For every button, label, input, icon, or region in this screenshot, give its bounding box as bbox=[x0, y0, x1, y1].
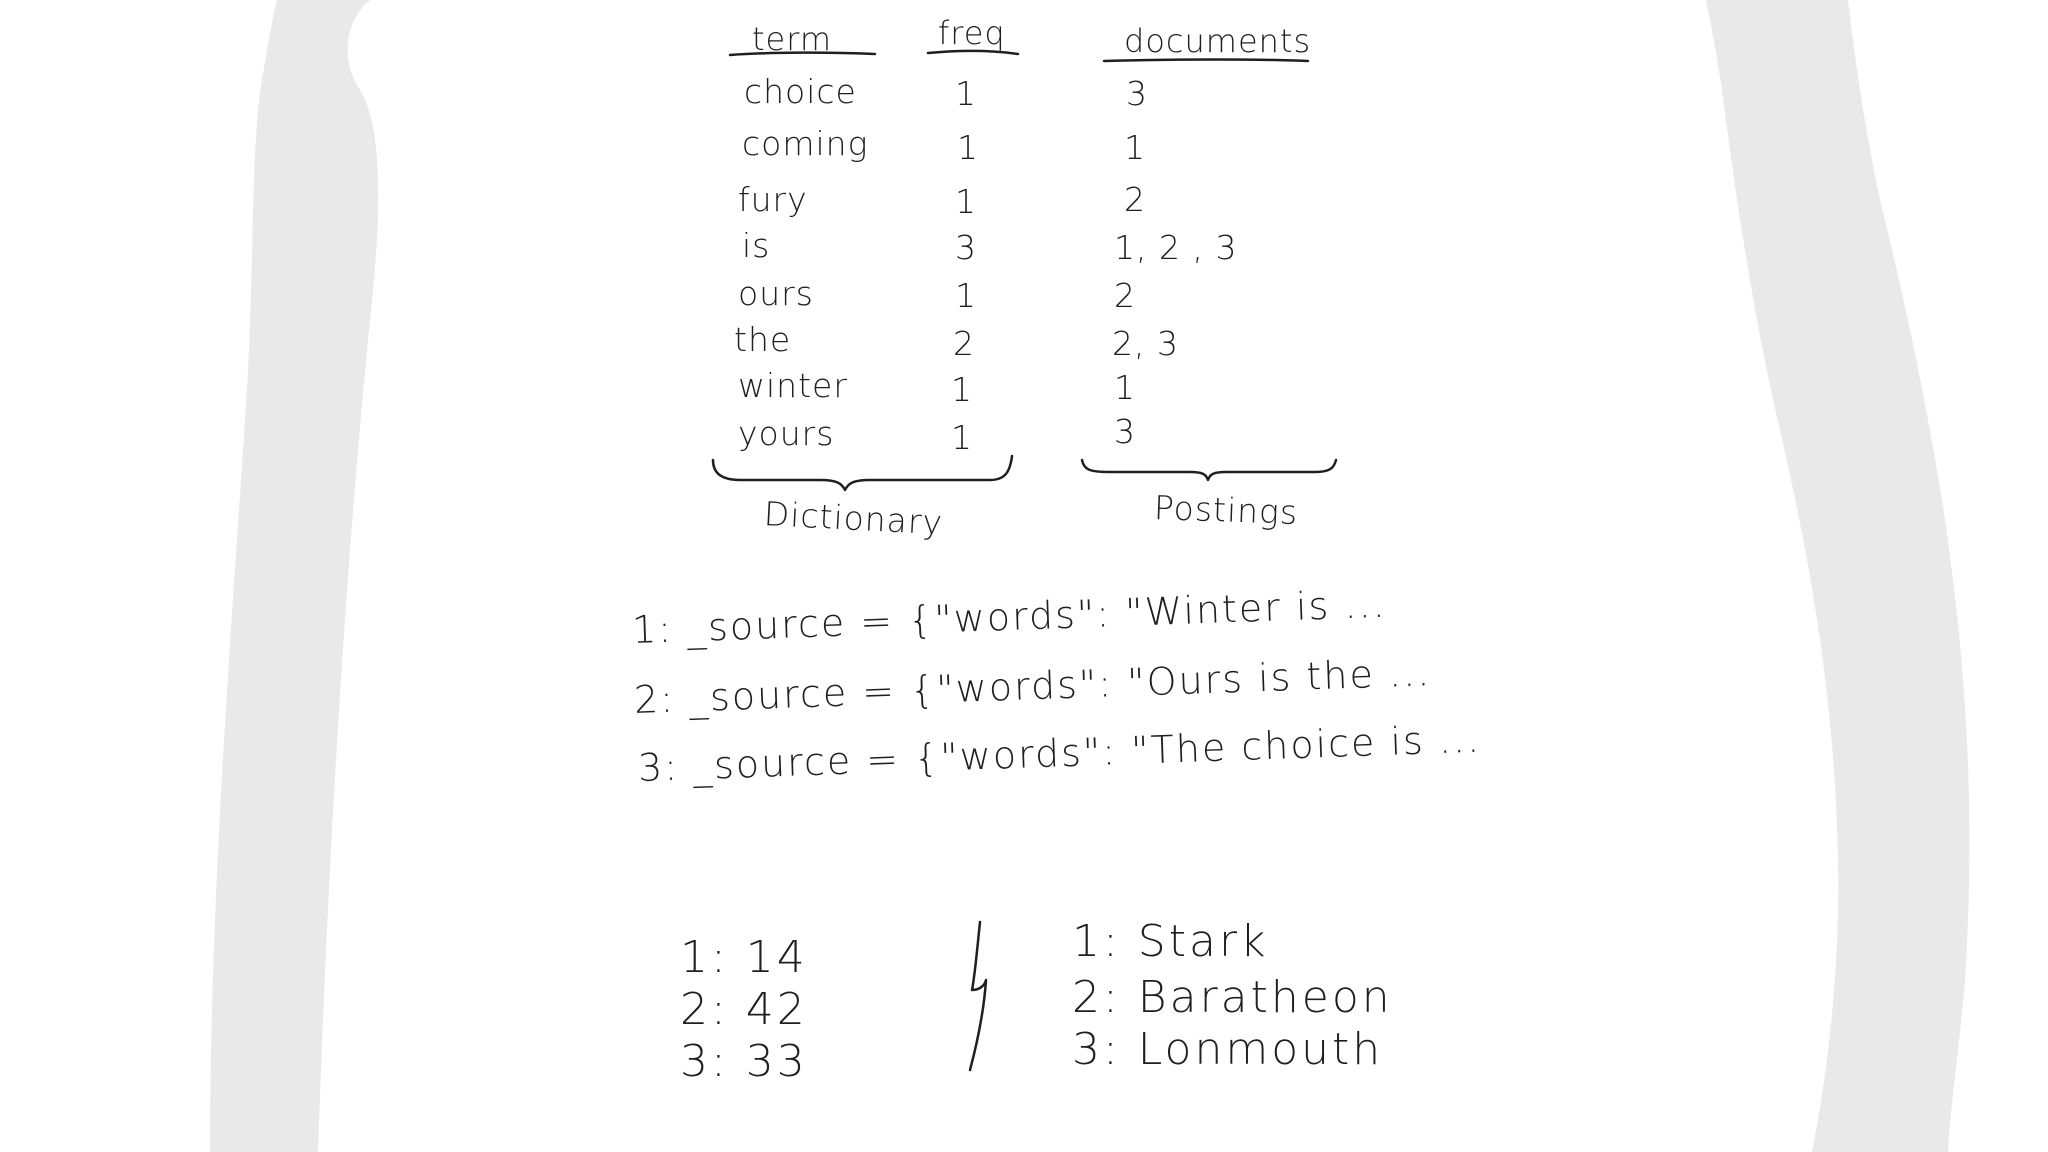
term-cell: coming bbox=[742, 124, 869, 163]
doc-value-house: 2: Baratheon bbox=[1072, 972, 1393, 1023]
freq-cell: 1 bbox=[951, 418, 973, 457]
freq-cell: 1 bbox=[955, 182, 977, 221]
documents-cell: 3 bbox=[1114, 412, 1136, 451]
documents-cell: 1, 2 , 3 bbox=[1114, 228, 1238, 267]
documents-cell: 2, 3 bbox=[1112, 324, 1179, 363]
source-doc-line: 3: _source = {"words": "The choice is ... bbox=[637, 716, 1482, 790]
dictionary-label: Dictionary bbox=[762, 494, 945, 543]
doc-value-number: 2: 42 bbox=[680, 984, 808, 1035]
documents-cell: 1 bbox=[1114, 368, 1136, 407]
doc-value-house: 1: Stark bbox=[1072, 916, 1269, 967]
documents-cell: 3 bbox=[1126, 74, 1148, 113]
freq-cell: 1 bbox=[955, 276, 977, 315]
term-underline bbox=[730, 53, 875, 55]
header-documents: documents bbox=[1124, 22, 1312, 60]
header-freq: freq bbox=[938, 14, 1006, 52]
term-cell: winter bbox=[738, 366, 848, 405]
term-cell: yours bbox=[738, 414, 835, 453]
freq-cell: 1 bbox=[955, 74, 977, 113]
term-cell: fury bbox=[738, 180, 808, 219]
documents-cell: 2 bbox=[1114, 276, 1136, 315]
source-doc-line: 2: _source = {"words": "Ours is the ... bbox=[633, 650, 1432, 722]
doc-value-house: 3: Lonmouth bbox=[1072, 1024, 1384, 1075]
documents-cell: 2 bbox=[1124, 180, 1146, 219]
freq-cell: 1 bbox=[957, 128, 979, 167]
doc-value-number: 3: 33 bbox=[680, 1036, 808, 1087]
freq-cell: 3 bbox=[955, 228, 977, 267]
term-cell: the bbox=[734, 320, 792, 359]
documents-cell: 1 bbox=[1124, 128, 1146, 167]
term-cell: choice bbox=[744, 72, 857, 111]
postings-label: Postings bbox=[1153, 488, 1299, 533]
dictionary-brace bbox=[713, 456, 1012, 490]
lightning-separator bbox=[970, 922, 986, 1070]
doc-value-number: 1: 14 bbox=[680, 932, 808, 983]
postings-brace bbox=[1082, 460, 1336, 480]
term-cell: is bbox=[742, 226, 771, 265]
freq-underline bbox=[928, 51, 1018, 54]
source-doc-line: 1: _source = {"words": "Winter is ... bbox=[631, 581, 1388, 652]
header-term: term bbox=[752, 20, 832, 58]
freq-cell: 1 bbox=[951, 370, 973, 409]
term-cell: ours bbox=[738, 274, 814, 313]
freq-cell: 2 bbox=[953, 324, 975, 363]
documents-underline bbox=[1104, 60, 1308, 62]
